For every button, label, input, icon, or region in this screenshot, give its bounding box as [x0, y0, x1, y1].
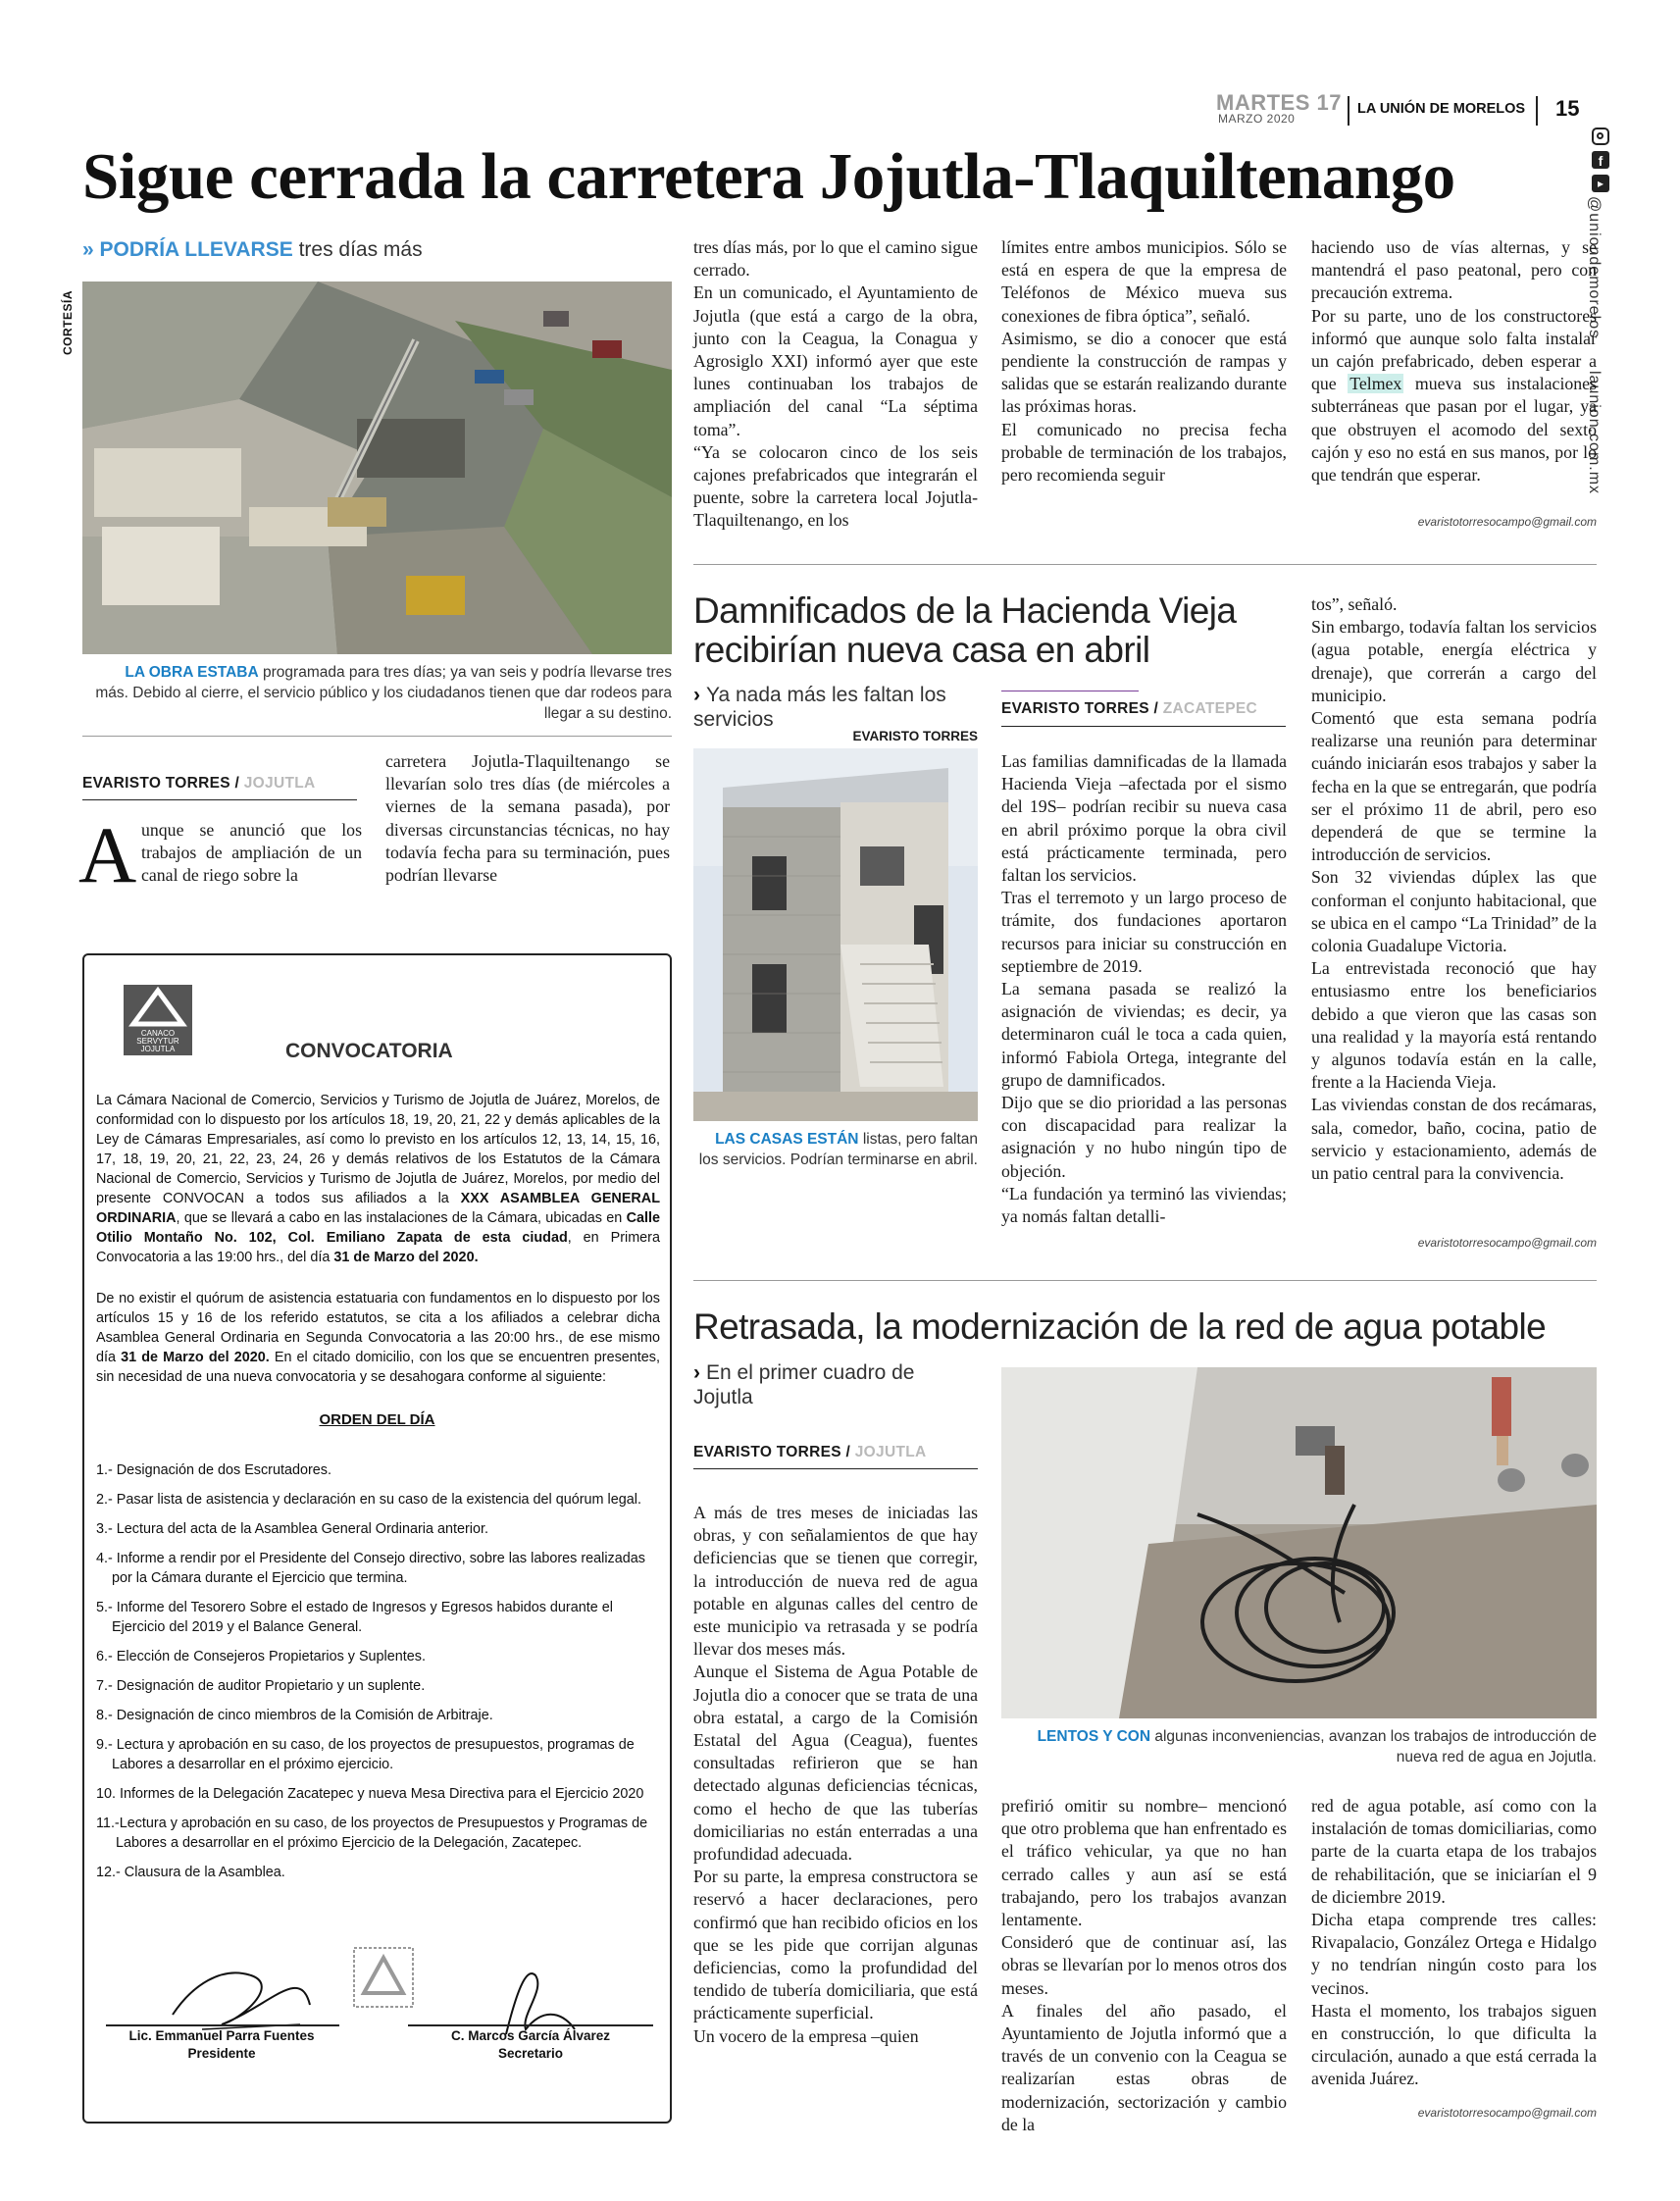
page-number: 15 [1555, 96, 1580, 121]
facebook-icon[interactable]: f [1592, 151, 1609, 169]
masthead-divider-2 [1536, 96, 1538, 126]
caption-casas [693, 1129, 978, 1170]
paragraph: límites entre ambos municipios. Sólo se está en espera de que la empresa de Teléfonos de México mueva sus conexiones de fibra óptica”, señaló. [1001, 237, 1287, 326]
photo-credit-a2: EVARISTO TORRES [852, 729, 978, 743]
article1-col5 [1311, 236, 1597, 486]
kicker-arrow-icon: » [82, 238, 94, 261]
masthead-paper: LA UNIÓN DE MORELOS [1357, 101, 1526, 117]
masthead [1216, 90, 1628, 129]
logo-text-1: CANACO [140, 1029, 176, 1038]
article1-col1: unque se anunció que los trabajos de ampliación de un canal de riego sobre la [141, 820, 362, 886]
orden-item: 7.- Designación de auditor Propietario y un suplente. [96, 1678, 426, 1694]
caption-agua-text: algunas inconveniencias, avanzan los trabajos de introducción de nueva red de agua en Jojutla. [1154, 1728, 1597, 1766]
website-url[interactable]: launion.com.mx [1586, 371, 1603, 495]
divider-mid [693, 564, 1597, 565]
paragraph: Aunque el Sistema de Agua Potable de Jojutla dio a conocer que se trata de una obra estatal, a cargo de la Comisión Estatal del Agua (Ceagua), fuentes consultadas refirieron que se han detectado algunas deficiencias técnicas, como el hecho de que las tuberías domiciliarias no están enterradas a una profundidad adecuada. [693, 1662, 978, 1865]
orden-item: 9.- Lectura y aprobación en su caso, de los proyectos de presupuestos, programas de Labores a desarrollar en el próximo ejercicio. [96, 1737, 635, 1772]
paragraph: En un comunicado, el Ayuntamiento de Jojutla (que está a cargo de la obra, junto con la Ceagua, la Conagua y Agrosiglo XXI) informó ayer que este lunes continuaban los trabajos de ampliación del canal “La séptima toma”. [693, 282, 978, 439]
intro-text: La Cámara Nacional de Comercio, Servicios y Turismo de Jojutla de Juárez, Morelos, de conformidad con lo dispuesto por los artículos 18, 19, 20, 21, 22 y demás aplicables de la Ley de Cámaras Empresariales, así como lo previsto en los artículos 12, 13, 14, 15, 16, 17, 18, 19, 20, 21, 22, 23, 24, 26 y demás relativos de los Estatutos de la Cámara Nacional de Comercio, Servicios y Turismo de Jojutla de Juárez, Morelos, por medio del presente CONVOCAN a todos sus afiliados a la [96, 1093, 660, 1206]
caption-casas-lead: LAS CASAS ESTÁN [715, 1131, 859, 1148]
byline-a3 [693, 1444, 926, 1461]
second-text: En el citado domicilio, con los que se encuentren presentes, sin necesidad de una nueva convocatoria y se desahogara conforme al siguiente: [96, 1350, 660, 1385]
divider-lower [693, 1280, 1597, 1281]
byline-a2-rule [1001, 726, 1286, 727]
paragraph: El comunicado no precisa fecha probable de terminación de los trabajos, pero recomienda seguir [1001, 419, 1287, 486]
intro-bold: Calle Otilio Montaño No. 102, Col. Emiliano Zapata de esta ciudad [96, 1210, 661, 1246]
orden-item: 4.- Informe a rendir por el Presidente del Consejo directivo, sobre las labores realizadas por la Cámara durante el Ejercicio que termina. [96, 1551, 645, 1586]
paragraph: Consideró que de continuar así, las obras se llevarían por lo menos otros dos meses. [1001, 1932, 1287, 1998]
paragraph: La semana pasada se realizó la asignación de viviendas; es decir, ya determinaron cuál le toca a cada quien, informó Fabiola Ortega, integrante del grupo de damnificados. [1001, 979, 1287, 1090]
intro-bold: 31 de Marzo del 2020. [333, 1250, 479, 1265]
orden-item: 5.- Informe del Tesorero Sobre el estado de Ingresos y Egresos habidos durante el Ejercicio del 2019 y el Balance General. [96, 1600, 613, 1635]
convocatoria-second [96, 1289, 660, 1387]
masthead-day: MARTES 17 [1216, 90, 1342, 115]
caption-agua [1001, 1726, 1597, 1767]
email-a1[interactable]: evaristotorresocampo@gmail.com [1417, 515, 1597, 529]
paragraph: La entrevistada reconoció que hay entusiasmo entre los beneficiarios debido a que vieron que las casas son una realidad y la mayoría está rentando y algunos todavía están en la calle, frente a la Hacienda Vieja. [1311, 958, 1597, 1093]
sig1-role: Presidente [187, 2046, 256, 2061]
convocatoria-ad [82, 953, 672, 2124]
twitter-icon[interactable]: ▸ [1592, 175, 1609, 192]
photo-aerial-crane [82, 282, 672, 654]
paragraph-part: Por su parte, uno de los constructores informó que aunque solo falta instalar un cajón prefabricado, deben esperar a que [1311, 305, 1597, 394]
orden-item: 3.- Lectura del acta de la Asamblea General Ordinaria anterior. [96, 1521, 488, 1537]
paragraph: tos”, señaló. [1311, 594, 1398, 614]
photo-aerial-crane-image [82, 282, 672, 654]
byline-a2-author: EVARISTO TORRES / [1001, 700, 1159, 717]
divider-a1 [82, 736, 672, 737]
paragraph: A finales del año pasado, el Ayuntamiento de Jojutla informó que a través de un convenio con la Ceagua se realizarían estas obras de modernización, sectorización y cambio de la [1001, 2000, 1287, 2134]
paragraph: Son 32 viviendas dúplex las que conforman el conjunto habitacional, que se ubica en el campo “La Trinidad” de la colonia Guadalupe Victoria. [1311, 867, 1597, 956]
orden-item: 6.- Elección de Consejeros Propietarios y Suplentes. [96, 1649, 426, 1664]
caption-obra [93, 662, 672, 724]
orden-item: 11.-Lectura y aprobación en su caso, de los proyectos de Presupuestos y Programas de Labores a desarrollar en el próximo Ejercicio de la Delegación, Zacatepec. [96, 1816, 648, 1851]
instagram-icon[interactable] [1592, 128, 1609, 145]
orden-title: ORDEN DEL DÍA [319, 1411, 435, 1428]
article3-col1 [693, 1502, 978, 2048]
caption-casas-text: listas, pero faltan los servicios. Podrían terminarse en abril. [698, 1131, 978, 1168]
paragraph [1311, 305, 1597, 487]
paragraph: red de agua potable, así como con la instalación de tomas domiciliarias, como parte de la cuarta etapa de los trabajos de rehabilitación, que se iniciarían el 9 de diciembre 2019. [1311, 1796, 1597, 1907]
telmex-link[interactable]: Telmex [1349, 374, 1402, 394]
canaco-logo [124, 985, 192, 1055]
paragraph: Comentó que esta semana podría realizarse una reunión para determinar cuándo iniciarán esos trabajos y saber la fecha en la que se entregarán, que podría ser el próximo 11 de abril, pero eso dependerá de que se termine la introducción de servicios. [1311, 708, 1597, 865]
social-icons [1589, 128, 1612, 206]
photo-tuberia-image [1001, 1367, 1597, 1718]
paragraph: Las viviendas constan de dos recámaras, sala, comedor, baño, cocina, patio de servicio y estacionamiento, además de un patio central para la convivencia. [1311, 1095, 1597, 1184]
photo-casas-image [693, 748, 978, 1121]
orden-item: 2.- Pasar lista de asistencia y declaración en su caso de la existencia del quórum legal. [96, 1492, 641, 1508]
logo-text-3: JOJUTLA [140, 1045, 176, 1053]
signature-line-2 [408, 2024, 653, 2026]
paragraph: Un vocero de la empresa –quien [693, 2025, 919, 2046]
orden-list [96, 1460, 660, 1882]
masthead-divider [1348, 96, 1349, 126]
sig1-name: Lic. Emmanuel Parra Fuentes [128, 2028, 315, 2043]
paragraph: Asimismo, se dio a conocer que está pendiente la construcción de rampas y salidas que se estarán realizando durante las próximas horas. [1001, 328, 1287, 417]
byline-a3-author: EVARISTO TORRES / [693, 1444, 851, 1460]
article1-col4 [1001, 236, 1287, 486]
byline-a1 [82, 775, 315, 793]
paragraph: Sin embargo, todavía faltan los servicios (agua potable, energía eléctrica y drenaje), que correrán a cargo del municipio. [1311, 617, 1597, 705]
article3-col3 [1311, 1795, 1597, 2091]
paragraph: haciendo uso de vías alternas, y se mantendrá el paso peatonal, pero con precaución extrema. [1311, 237, 1597, 303]
orden-item: 10. Informes de la Delegación Zacatepec y nueva Mesa Directiva para el Ejercicio 2020 [96, 1786, 644, 1802]
photo-tuberia [1001, 1367, 1597, 1718]
subhead-hacienda-text: Ya nada más les faltan los servicios [693, 684, 946, 731]
photo-casas [693, 748, 978, 1121]
second-text: De no existir el quórum de asistencia estatuaria con fundamentos en lo dispuesto por los artículos 15 y 16 de los referido estatutos, se cita a los afiliados a celebrar dicha Asamblea General Ordinaria en Segunda Convocatoria a las 20:00 hrs., de ese mismo día [96, 1291, 660, 1365]
kicker-rest: tres días más [298, 238, 423, 261]
intro-text: , en Primera Convocatoria a las 19:00 hrs., del día [96, 1230, 660, 1265]
social-handle[interactable]: @uniondemorelos [1586, 196, 1603, 339]
caption-agua-lead: LENTOS Y CON [1037, 1728, 1151, 1745]
subhead-arrow-icon: › [693, 684, 700, 706]
subhead-agua [693, 1360, 978, 1409]
byline-a1-author: EVARISTO TORRES / [82, 775, 240, 792]
paragraph: Por su parte, la empresa constructora se reservó a hacer declaraciones, pero confirmó que han recibido oficios en los que se les pide que corrijan algunas deficiencias, como la profundidad del tendido de tubería domiciliaria, que está prácticamente superficial. [693, 1867, 978, 2023]
byline-a2-place: ZACATEPEC [1162, 700, 1258, 717]
sig2-name: C. Marcos García Álvarez [450, 2028, 611, 2043]
paragraph: Las familias damnificadas de la llamada Hacienda Vieja –afectada por el sismo del 19S– podrían recibir su nueva casa en abril próximo porque la obra civil está prácticamente terminada, pero faltan los servicios. [1001, 751, 1287, 886]
subhead-hacienda [693, 683, 978, 732]
kicker-bold: PODRÍA LLEVARSE [99, 238, 293, 261]
headline-carretera: Sigue cerrada la carretera Jojutla-Tlaquiltenango [82, 140, 1455, 213]
masthead-date: MARZO 2020 [1218, 112, 1296, 126]
caption-obra-text: programada para tres días; ya van seis y podría llevarse tres más. Debido al cierre, el servicio público y los ciudadanos tienen que dar rodeos para llegar a su destino. [95, 664, 672, 722]
article2-col1 [1001, 750, 1287, 1228]
byline-a1-place: JOJUTLA [243, 775, 316, 792]
paragraph: “Ya se colocaron cinco de los seis cajones prefabricados que integrarán el puente, sobre la carretera local Jojutla-Tlaquiltenango, en los [693, 441, 978, 531]
canaco-logo-mark [124, 985, 192, 1032]
paragraph-part: mueva sus instalaciones subterráneas que pasan por el lugar, ya que obstruyen el acomodo del sexto cajón y eso no está en sus manos, por lo que tendrán que esperar. [1311, 374, 1597, 486]
intro-text: , que se llevará a cabo en las instalaciones de la Cámara, ubicadas en [176, 1210, 623, 1226]
article1-col2: carretera Jojutla-Tlaquiltenango se llevarían solo tres días (de miércoles a viernes de la semana pasada), por diversas circunstancias técnicas, no hay todavía fecha para su terminación, pues podrían llevarse [385, 751, 670, 886]
dropcap: A [78, 810, 137, 899]
byline-a3-place: JOJUTLA [854, 1444, 927, 1460]
orden-item: 8.- Designación de cinco miembros de la Comisión de Arbitraje. [96, 1708, 493, 1723]
logo-text-2: SERVYTUR [136, 1037, 179, 1046]
intro-bold: XXX ASAMBLEA GENERAL ORDINARIA [96, 1191, 660, 1226]
orden-item: 12.- Clausura de la Asamblea. [96, 1865, 285, 1880]
paragraph: Dijo que se dio prioridad a las personas con discapacidad para realizar la asignación y no hubo ningún tipo de objeción. [1001, 1093, 1287, 1181]
second-bold: 31 de Marzo del 2020. [121, 1350, 270, 1365]
photo-credit: CORTESÍA [61, 289, 75, 355]
email-a3[interactable]: evaristotorresocampo@gmail.com [1417, 2106, 1597, 2120]
byline-a2 [1001, 700, 1257, 718]
byline-a1-rule [82, 799, 357, 800]
email-a2[interactable]: evaristotorresocampo@gmail.com [1417, 1236, 1597, 1250]
subhead-arrow-icon: › [693, 1361, 700, 1384]
convocatoria-intro [96, 1091, 660, 1267]
caption-obra-lead: LA OBRA ESTABA [125, 664, 259, 681]
paragraph: tres días más, por lo que el camino sigue cerrado. [693, 237, 978, 281]
paragraph: prefirió omitir su nombre– mencionó que otro problema que han enfrentado es el tráfico vehicular, ya que no han cerrado calles y aun así se está trabajando, pero los trabajos avanzan lentamente. [1001, 1796, 1287, 1930]
sig2-role: Secretario [497, 2046, 564, 2061]
kicker [82, 238, 423, 262]
article3-col2 [1001, 1795, 1287, 2136]
orden-item: 1.- Designación de dos Escrutadores. [96, 1462, 331, 1478]
byline-a3-rule [693, 1468, 978, 1469]
convocatoria-title: CONVOCATORIA [285, 1040, 453, 1062]
paragraph: “La fundación ya terminó las viviendas; ya nomás faltan detalli- [1001, 1183, 1287, 1227]
paragraph: Hasta el momento, los trabajos siguen en construcción, lo que dificulta la circulación, aunado a que está cerrada la avenida Juárez. [1311, 2000, 1597, 2089]
signature-line-1 [106, 2024, 339, 2026]
paragraph: Dicha etapa comprende tres calles: Rivapalacio, González Ortega e Hidalgo y no tendrían ningún costo para los vecinos. [1311, 1910, 1597, 1998]
article2-col2 [1311, 593, 1597, 1185]
headline-agua: Retrasada, la modernización de la red de agua potable [693, 1306, 1547, 1347]
article1-col3 [693, 236, 978, 533]
subhead-agua-text: En el primer cuadro de Jojutla [693, 1361, 915, 1408]
paragraph: A más de tres meses de iniciadas las obras, y con señalamientos de que hay deficiencias que se tienen que corregir, la introducción de nueva red de agua potable en algunas calles del centro de este municipio va retrasada y se podría llevar dos meses más. [693, 1503, 978, 1660]
paragraph: Tras el terremoto y un largo proceso de trámite, dos fundaciones aportaron recursos para iniciar su construcción en septiembre de 2019. [1001, 888, 1287, 976]
headline-hacienda: Damnificados de la Hacienda Vieja recibirían nueva casa en abril [693, 590, 1237, 670]
